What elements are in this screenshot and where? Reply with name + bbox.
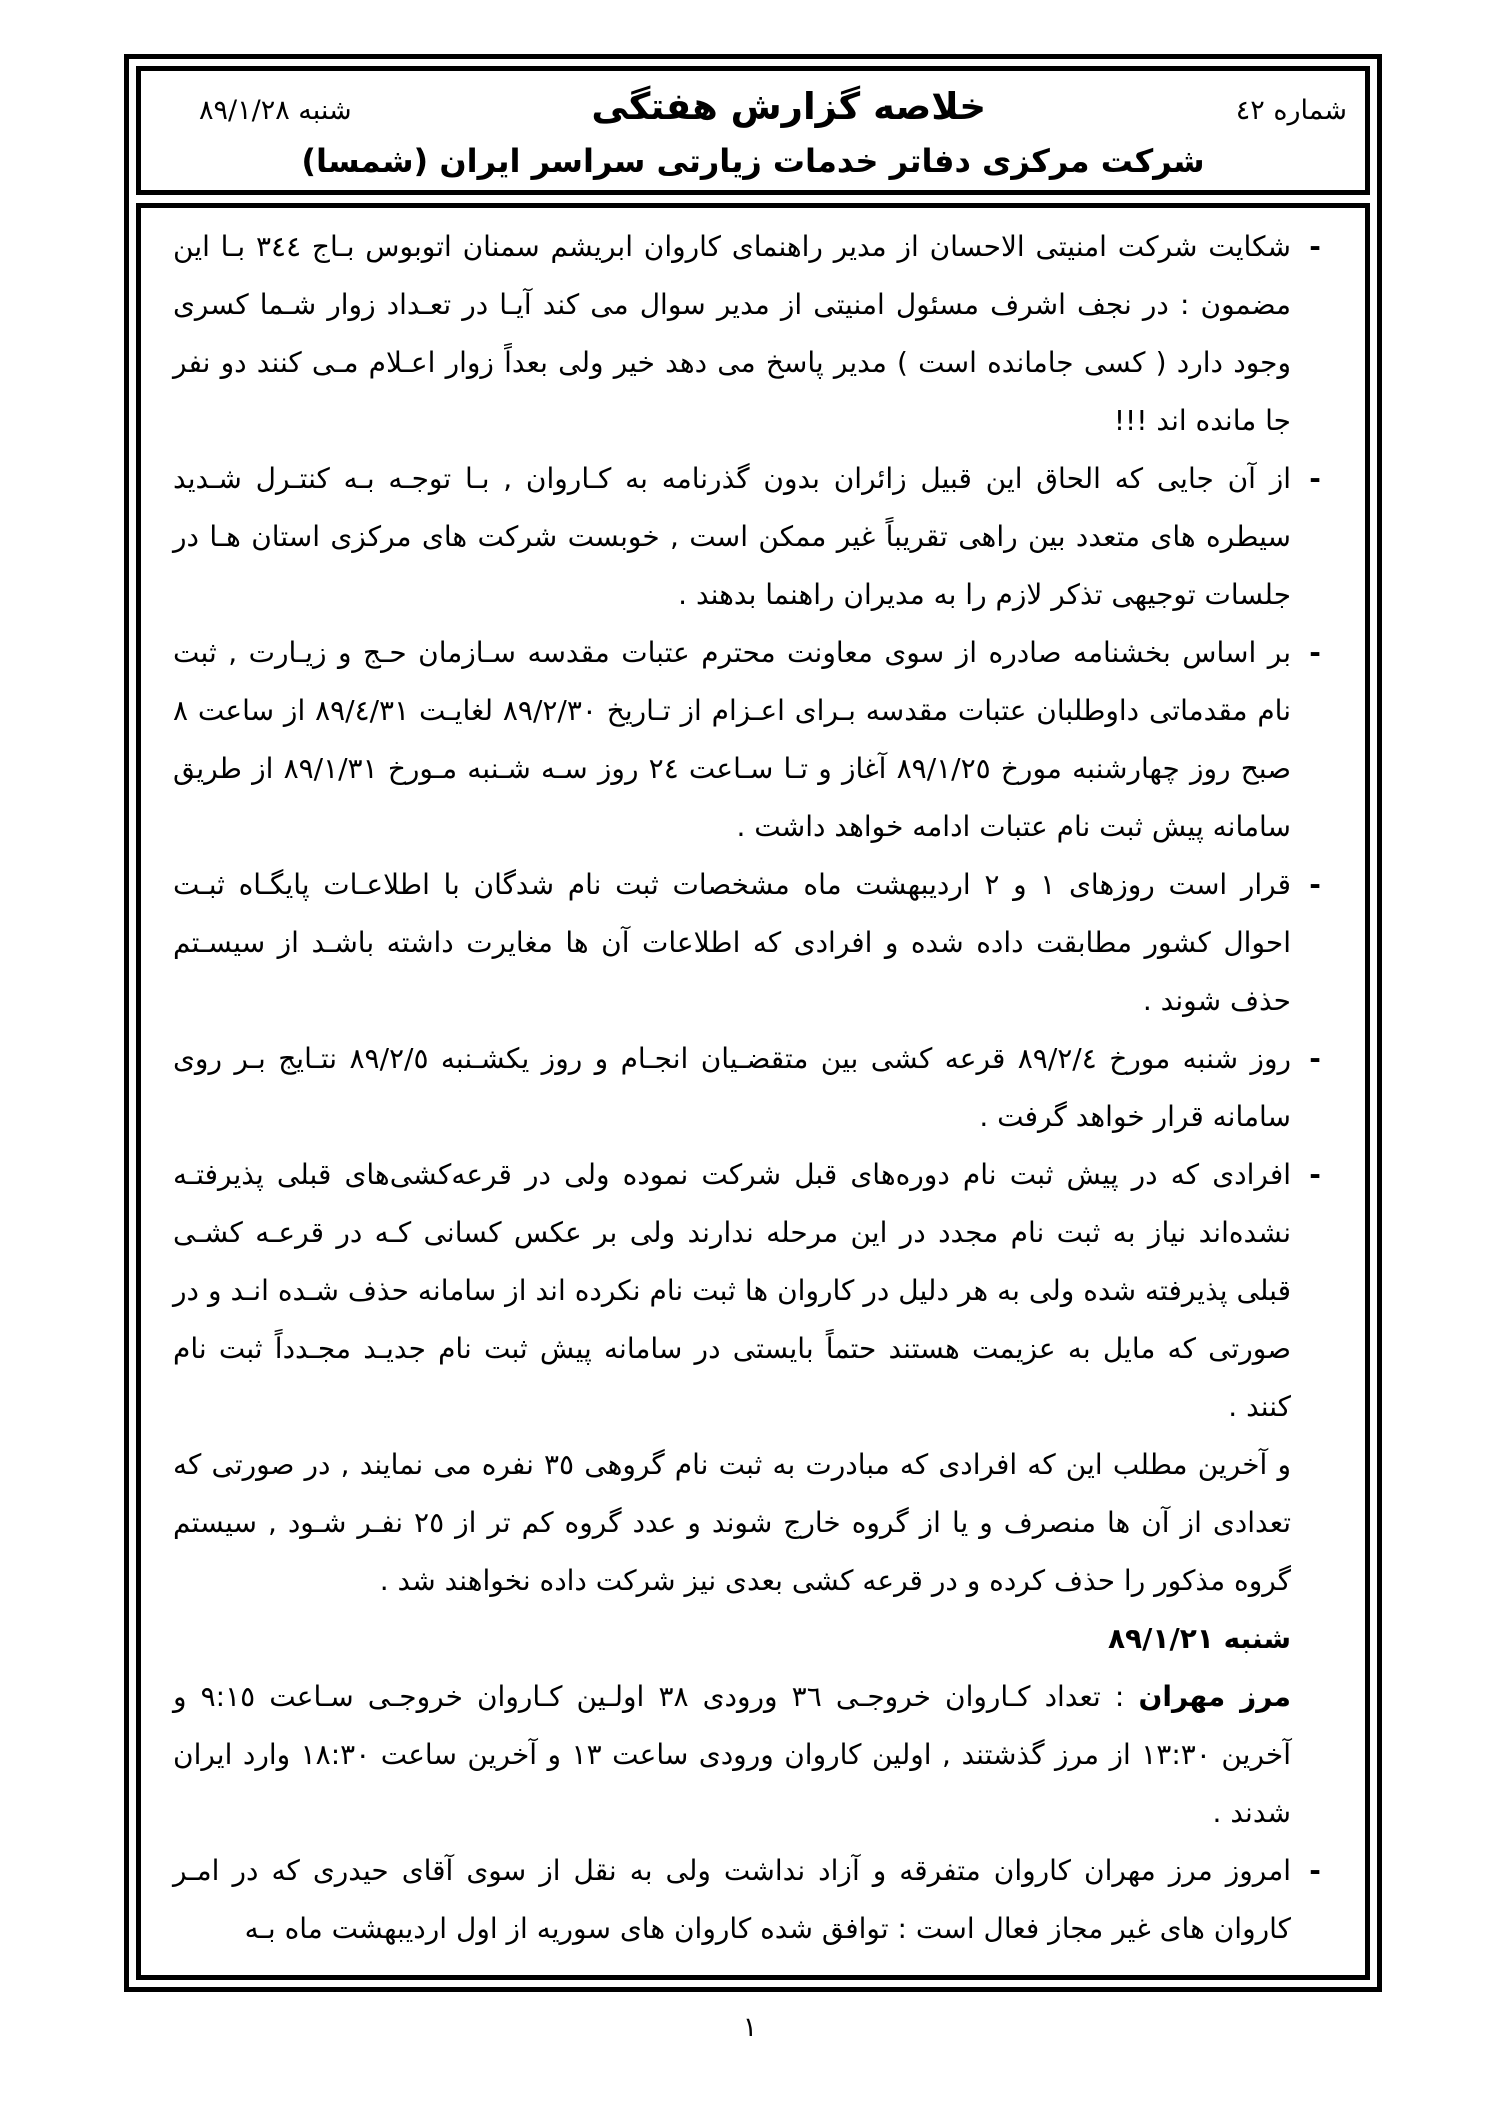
report-title: خلاصه گزارش هفتگی <box>591 85 987 128</box>
paragraph-text: روز شنبه مورخ ٨٩/٢/٤ قرعه کشی بین متقضـیان انجـام و روز یکشـنبه ٨٩/٢/٥ نتـایج بـر روی سامانه قرار خواهد گرفت . <box>173 1042 1292 1133</box>
bullet-item <box>173 450 1339 624</box>
bullet-dash: - <box>1309 868 1321 901</box>
issue-number: شماره ٤٢ <box>1235 95 1347 126</box>
bullet-item <box>173 218 1339 450</box>
paragraph-text: افرادی که در پیش ثبت نام دوره‌های قبل شرکت نموده ولی در قرعه‌کشی‌های قبلی پذیرفتـه نشده‌اند نیاز به ثبت نام مجدد در این مرحله ندارند ولی بر عکس کسانی کـه در قرعـه کشـی قبلی پذیرفته شده ولی به هر دلیل در کاروان ها ثبت نام نکرده اند از سامانه حذف شـده انـد و در صورتی که مایل به عزیمت هستند حتماً بایستی در سامانه پیش ثبت نام جدیـد مجـدداً ثبت نام کنند . <box>173 1158 1291 1423</box>
paragraph-text: امروز مرز مهران کاروان متفرقه و آزاد نداشت ولی به نقل از سوی آقای حیدری که در امـر کاروان های غیر مجاز فعال است : توافق شده کاروان های سوریه از اول اردیبهشت ماه بـه <box>173 1854 1291 1945</box>
heading-text: شنبه ٨٩/١/٢١ <box>1107 1622 1291 1655</box>
section-date-heading <box>173 1610 1339 1668</box>
bullet-item <box>173 856 1339 1030</box>
bullet-dash: - <box>1309 1042 1321 1075</box>
report-body <box>136 203 1370 1980</box>
paragraph-text: بر اساس بخشنامه صادره از سوی معاونت محترم عتبات مقدسه سـازمان حـج و زیـارت , ثبت نام مقدماتی داوطلبان عتبات مقدسه بـرای اعـزام از تـاریخ ٨٩/٢/٣٠ لغایـت ٨٩/٤/٣١ از ساعت ٨ صبح روز چهارشنبه مورخ ٨٩/١/٢٥ آغاز و تـا سـاعت ٢٤ روز سـه شـنبه مـورخ ٨٩/١/٣١ از طریق سامانه پیش ثبت نام عتبات ادامه خواهد داشت . <box>173 636 1291 843</box>
header-box <box>136 66 1370 195</box>
paragraph-text: شکایت شرکت امنیتی الاحسان از مدیر راهنمای کاروان ابریشم سمنان اتوبوس بـاج ٣٤٤ بـا این مضمون : در نجف اشرف مسئول امنیتی از مدیر سوال می کند آیـا در تعـداد زوار شـما کسری وجود دارد ( کسی جامانده است ) مدیر پاسخ می دهد خیر ولی بعداً زوار اعـلام مـی کنند دو نفر جا مانده اند !!! <box>173 230 1292 437</box>
border-name-lead: مرز مهران <box>1138 1680 1292 1713</box>
paragraph-text: از آن جایی که الحاق این قبیل زائران بدون گذرنامه به کـاروان , بـا توجـه بـه کنتـرل شـدید سیطره های متعدد بین راهی تقریباً غیر ممکن است , خوبست شرکت های مرکزی استان هـا در جلسات توجیهی تذکر لازم را به مدیران راهنما بدهند . <box>173 462 1291 611</box>
paragraph-text: و آخرین مطلب این که افرادی که مبادرت به ثبت نام گروهی ٣٥ نفره می نمایند , در صورتی که تعدادی از آن ها منصرف و یا از گروه خارج شوند و عدد گروه کم تر از ٢٥ نفـر شـود , سیستم گروه مذکور را حذف کرده و در قرعه کشی بعدی نیز شرکت داده نخواهند شد . <box>173 1448 1292 1597</box>
paragraph-text: : تعداد کـاروان خروجـی ٣٦ ورودی ٣٨ اولـین کـاروان خروجـی سـاعت ٩:١٥ و آخرین ١٣:٣٠ از مرز گذشتند , اولین کاروان ورودی ساعت ١٣ و آخرین ساعت ١٨:٣٠ وارد ایران شدند . <box>173 1680 1291 1829</box>
header-row <box>159 85 1347 128</box>
report-date: شنبه ٨٩/١/٢٨ <box>199 95 352 126</box>
bullet-dash: - <box>1309 462 1321 495</box>
bullet-dash: - <box>1309 1158 1321 1191</box>
bullet-dash: - <box>1309 1854 1321 1887</box>
bullet-item <box>173 1030 1339 1146</box>
paragraph-text: قرار است روزهای ١ و ٢ اردیبهشت ماه مشخصات ثبت نام شدگان با اطلاعـات پایگـاه ثبـت احوال کشور مطابقت داده شده و افرادی که اطلاعات آن ها مغایرت داشته باشـد از سیسـتم حذف شوند . <box>173 868 1291 1017</box>
bullet-dash: - <box>1309 230 1321 263</box>
bullet-item <box>173 1146 1339 1436</box>
bullet-item <box>173 624 1339 856</box>
document-frame <box>124 54 1382 1992</box>
page-number: ١ <box>742 2012 758 2043</box>
bullet-item <box>173 1842 1339 1958</box>
company-name: شرکت مرکزی دفاتر خدمات زیارتی سراسر ایران (شمسا) <box>301 142 1205 180</box>
closing-note-paragraph <box>173 1436 1339 1610</box>
bullet-dash: - <box>1309 636 1321 669</box>
border-report-paragraph <box>173 1668 1339 1842</box>
